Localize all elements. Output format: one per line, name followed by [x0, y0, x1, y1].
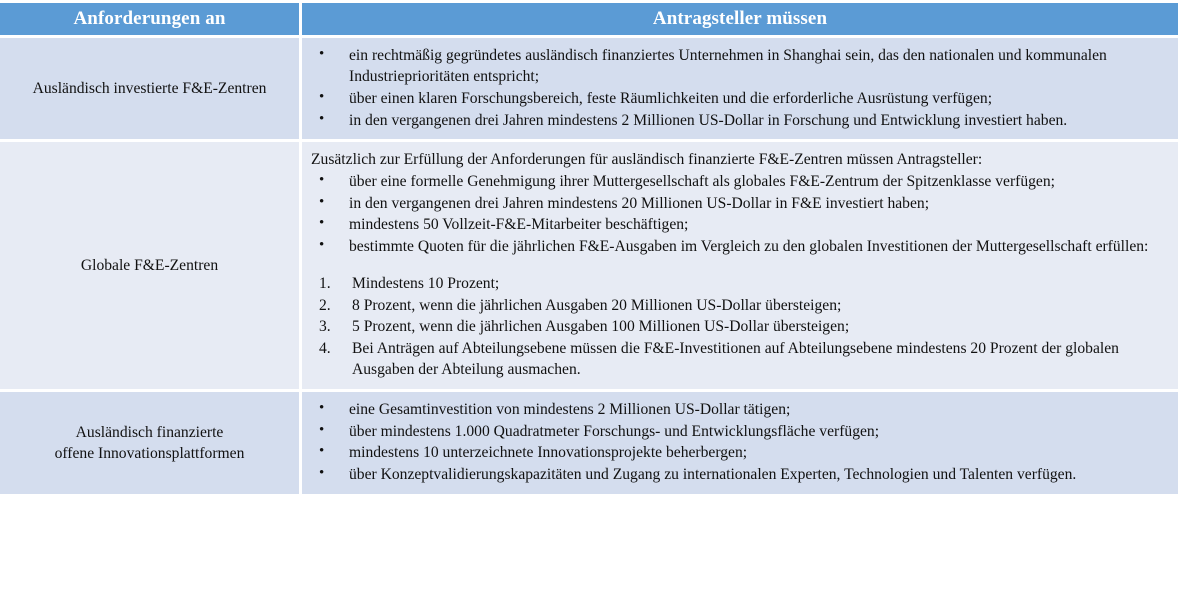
- table-body: [0, 38, 1178, 494]
- column-header-requirements: Anforderungen an: [0, 3, 302, 35]
- row-category-label: Ausländisch investierte F&E-Zentren: [32, 80, 267, 98]
- list-item: • eine Gesamtinvestition von mindestens 2 Millionen US-Dollar tätigen;: [308, 399, 1168, 420]
- list-item: • in den vergangenen drei Jahren mindestens 20 Millionen US-Dollar in F&E investiert haben;: [308, 193, 1168, 214]
- column-header-applicants: Antragsteller müssen: [302, 3, 1178, 35]
- bullet-list: [308, 171, 1168, 257]
- list-spacer: [308, 258, 1168, 273]
- list-item: • mindestens 50 Vollzeit-F&E-Mitarbeiter beschäftigen;: [308, 214, 1168, 235]
- row-category-label: Globale F&E-Zentren: [80, 256, 219, 274]
- bullet-list: [308, 45, 1168, 131]
- list-item: • über mindestens 1.000 Quadratmeter Forschungs- und Entwicklungsfläche verfügen;: [308, 421, 1168, 442]
- table-header: [0, 3, 1178, 35]
- row-category-cell: [0, 38, 302, 139]
- table-header-row: [0, 3, 1178, 35]
- list-item: 8 Prozent, wenn die jährlichen Ausgaben 20 Millionen US-Dollar übersteigen;: [352, 296, 842, 314]
- list-item: • ein rechtmäßig gegründetes ausländisch finanziertes Unternehmen in Shanghai sein, das den nationalen und kommunalen Industrieprioritäten entspricht;: [308, 45, 1168, 87]
- row-category-label-line2: offene Innovationsplattformen: [54, 444, 245, 462]
- list-item: 5 Prozent, wenn die jährlichen Ausgaben 100 Millionen US-Dollar übersteigen;: [352, 318, 850, 336]
- row-requirements-cell: [302, 142, 1178, 389]
- list-item: • bestimmte Quoten für die jährlichen F&E-Ausgaben im Vergleich zu den globalen Investitionen der Muttergesellschaft erfüllen:: [308, 236, 1168, 257]
- row-intro-text: Zusätzlich zur Erfüllung der Anforderungen für ausländisch finanzierte F&E-Zentren müssen Antragsteller:: [311, 151, 983, 169]
- numbered-list: [308, 273, 1168, 381]
- list-item: • über eine formelle Genehmigung ihrer Muttergesellschaft als globales F&E-Zentrum der Spitzenklasse verfügen;: [308, 171, 1168, 192]
- row-requirements-cell: [302, 38, 1178, 139]
- row-category-cell: [0, 392, 302, 494]
- bullet-list: [308, 399, 1168, 485]
- row-category-cell: [0, 142, 302, 389]
- list-item: Mindestens 10 Prozent;: [352, 274, 500, 292]
- list-item: • über Konzeptvalidierungskapazitäten und Zugang zu internationalen Experten, Technologien und Talenten verfügen.: [308, 464, 1168, 485]
- list-item: • in den vergangenen drei Jahren mindestens 2 Millionen US-Dollar in Forschung und Entwicklung investiert haben.: [308, 110, 1168, 131]
- list-item: • mindestens 10 unterzeichnete Innovationsprojekte beherbergen;: [308, 442, 1168, 463]
- row-requirements-cell: [302, 392, 1178, 494]
- table-row: [0, 392, 1178, 494]
- table-row: [0, 38, 1178, 139]
- list-item: • über einen klaren Forschungsbereich, feste Räumlichkeiten und die erforderliche Ausrüstung verfügen;: [308, 88, 1168, 109]
- table-row: [0, 142, 1178, 389]
- row-category-label-line1: Ausländisch finanzierte: [75, 423, 224, 441]
- list-item: Bei Anträgen auf Abteilungsebene müssen die F&E-Investitionen auf Abteilungsebene mindestens 20 Prozent der globalen Ausgaben der Abteilung ausmachen.: [352, 339, 1119, 379]
